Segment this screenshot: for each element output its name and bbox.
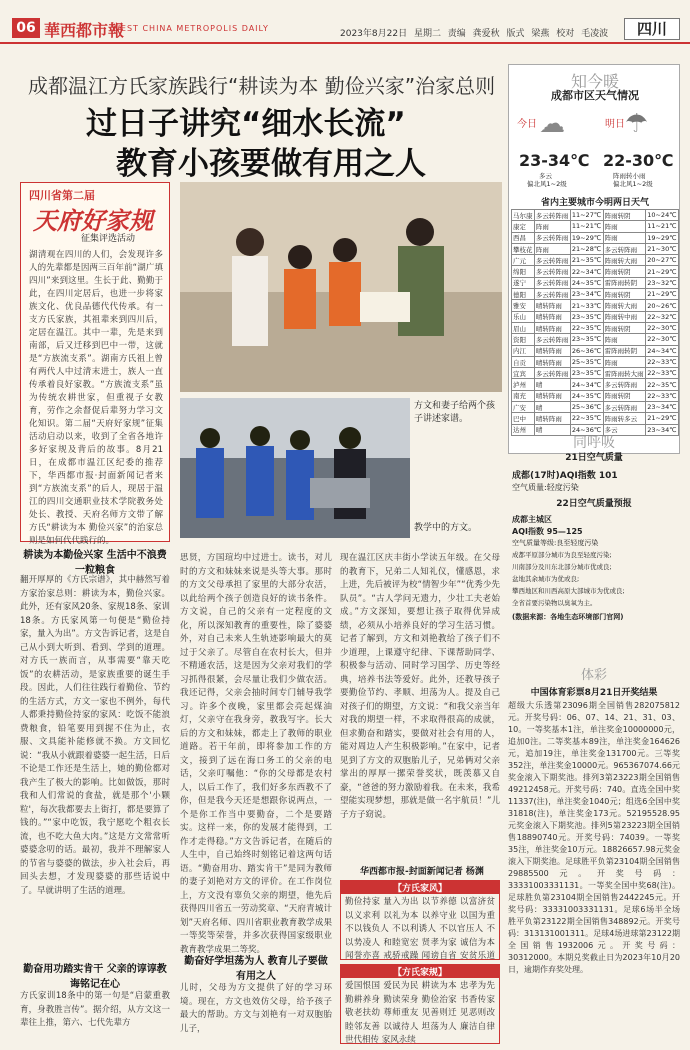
weather-row [512,390,679,401]
weather-cell: 巴中 [512,413,535,424]
today-cond: 多云 [539,172,552,180]
s1-body: 翻开厚厚的《方氏宗谱》，其中赫然写着方家治家总则：耕读为本，勤俭兴家。此外，还有家风20条、家规18条、家训18条。方氏家风第一句便是“勤俭持家，量入为出”。方文告诉记者，这是自己从小到大听到、看到、学到的道理。对方氏一族而言，从事需要“靠天吃饭”的农耕活动，是家族重要的诞生手段。因此，人们往往践行着勤俭、节约的生活方式，方文一家也不例外，每代人都秉持勤俭持家的家风：吃饭不能浪费粮食，铅笔要用到握不住为止，衣服、文具能补能修就不换。方文回忆说：“我从小就跟着婆婆一起生活，日后不论是工作还是生活上，她的勤俭都对我产生了极大的影响。比如做饭，那时我和人们常说的食盐，就是那个'小颗粒'，每次我都要去上街打，都是要算了钱的。”“家中吃饭，我宁愿吃个粗衣长流，也不吃大鱼大肉。”这是方文常常听婆婆念叨的话。最初，我并不理解家人的节省与婆婆的做法，步入社会后，再回头去想，才发现婆婆的那些话说中了。早就讲明了生活的道理。 [20,575,170,896]
weather-cell: 阵雨转阴 [603,210,646,221]
weather-cell: 阵雨转多云 [603,413,646,424]
weather-cell: 雅安 [512,300,535,311]
weather-table-title: 省内主要城市今明两日天气 [540,198,649,208]
weather-row [512,221,679,232]
weather-cell: 雷阵雨转阴 [603,345,646,356]
weather-cell: 雷阵雨转阴 [603,277,646,288]
weather-cell: 26~36℃ [571,346,602,355]
weather-cell: 晴转阵雨 [534,413,570,424]
today-temp: 23-34℃ [519,151,590,170]
weather-cell: 23~35℃ [571,369,602,378]
s4-title: 勤奋好学坦荡为人 教育儿子要做有用之人 [184,956,328,982]
weather-cell: 25~35℃ [571,358,602,366]
weather-cell: 达州 [512,424,535,435]
lottery-title: 中国体育彩票8月21日开奖结果 [530,688,658,698]
weather-box [508,64,680,454]
weather-cell: 22~30℃ [647,324,677,333]
weather-cell: 11~21℃ [647,222,677,231]
weather-cell: 21~29℃ [647,290,677,299]
weather-cell: 多云转阵雨 [603,379,646,390]
weather-cell: 22~33℃ [647,369,677,378]
weather-row [512,334,679,345]
aqi-note5: 全省首要污染物以臭氧为主。 [512,599,597,607]
aqi-note3: 盆地其余城市为优或良; [512,575,580,583]
weather-cell: 多云转阵雨 [603,402,646,413]
weather-table [511,209,679,436]
weather-row [512,255,679,266]
weather-cell: 多云转阵雨 [534,266,570,277]
s1-title: 耕读为本勤俭兴家 生活中不浪费一粒粮食 [23,550,167,576]
page-number: 06 [12,18,40,38]
weather-title: 知今暖 [570,72,619,91]
weather-cell: 攀枝花 [512,243,535,254]
weather-cell: 阵雨转阴 [603,289,646,300]
weather-cell: 24~34℃ [647,346,677,355]
weather-cell: 阵雨转阴 [603,322,646,333]
weather-row [512,266,679,277]
header-meta: 2023年8月22日 星期二 责编 龚爱秋 版式 梁燕 校对 毛凌波 [340,29,609,39]
weather-row [512,243,679,254]
weather-row [512,311,679,322]
s2-title: 勤奋用功踏实肯干 父亲的谆谆教诲铭记在心 [23,964,167,990]
weather-cell: 多云转阵雨 [534,334,570,345]
paper-name-en: WEST CHINA METROPOLIS DAILY [112,24,269,33]
weather-cell: 23~35℃ [571,335,602,344]
weather-cell: 22~34℃ [571,267,602,276]
weather-cell: 24~36℃ [571,425,602,434]
weather-row [512,368,679,379]
weather-cell: 阵雨 [534,243,570,254]
weather-cell: 晴 [534,402,570,413]
weather-cell: 22~30℃ [647,335,677,344]
weather-row [512,379,679,390]
weather-cell: 晴转阵雨 [534,322,570,333]
weather-row [512,402,679,413]
column-sub: 征集评选活动 [81,234,136,244]
weather-cell: 22~35℃ [571,324,602,333]
lottery-text: 超级大乐透第23096期全国销售282075812元。开奖号码：06、07、14、21、31、03、10。一等奖基本1注，单注奖金10000000元，追加0注。二等奖基本89注，单注奖金164626元，追加19注，单注奖金131700元。三等奖352注，单注奖金10000元。965367074.66元奖金滚入下期奖池。排列3第23223期全国销售49212458元。开奖号码：740。直选全国中奖11337(注)，单注奖金1040元；组选6全国中奖31818(注)，单注奖金173元。52195528.95元奖金滚入下期奖池。排列5第23223期全国销售18890740元。开奖号码：74039。一等奖35注，单注奖金10万元。18826657.98元奖金滚入下期奖池。足球胜平负第23104期全国销售29885500元。开奖号码：33331003331131。一等奖全国中奖68(注)。足球胜负第23104期全国销售2442245元。开奖号码：33331003331131。足球6场半全场胜平负第23122期全国销售348892元。开奖号码：313131001311。足球4场进球第23122期全国销售1932006元。开奖号码：30312000。本期兑奖截止日为2023年10月20日，逾期作弃奖处理。 [508,701,680,974]
weather-cell: 晴转阵雨 [534,390,570,401]
aqi-index: AQI指数 95—125 [512,527,583,536]
weather-cell: 马尔康 [512,210,535,221]
weather-row [512,413,679,424]
weather-cell: 多云转阵雨 [534,255,570,266]
weather-cell: 阵雨 [603,334,646,345]
fam2-title: 【方氏家规】 [341,965,499,978]
weather-cell: 22~32℃ [647,312,677,321]
weather-cell: 11~27℃ [571,211,602,220]
aqi-title: 同呼吸 [573,435,615,451]
weather-cell: 康定 [512,221,535,232]
weather-cell: 阵雨转阴 [603,390,646,401]
tomorrow-temp: 22-30℃ [603,151,674,170]
column-top: 四川省第二届 [29,189,95,202]
weather-cell: 24~35℃ [571,278,602,287]
family-photo [180,182,502,392]
main-headline-2: 教育小孩要做有用之人 [116,146,426,182]
weather-cell: 广安 [512,402,535,413]
weather-cell: 21~35℃ [571,256,602,265]
weather-cell: 宜宾 [512,368,535,379]
aqi-box [508,428,680,628]
weather-cell: 21~28℃ [571,245,602,254]
weather-cell: 阵雨转大雨 [603,300,646,311]
weather-cell: 晴转阵雨 [534,356,570,367]
weather-cell: 阵雨转中雨 [603,311,646,322]
weather-row [512,322,679,333]
aqi-line2: 空气质量:轻度污染 [512,483,579,492]
aqi-note2: 川南部分及川东北部分城市优或良; [512,563,612,571]
weather-cell: 多云转阵雨 [603,243,646,254]
weather-cell: 多云转阵雨 [534,232,570,243]
s4-body: 儿时，父母为方文提供了好的学习环境。现在，方文也效仿父母，给予孩子最大的帮助。方文与刘艳有一对双胞胎儿子， [180,983,332,1034]
family-photo-illustration [180,182,502,392]
weather-cell: 阵雨转大雨 [603,255,646,266]
column-title: 天府好家规 [33,206,153,235]
aqi-line1: 成都(17时)AQI指数 101 [512,471,618,481]
today-wind: 偏北风1~2级 [527,180,567,188]
weather-cell: 19~29℃ [647,233,677,242]
weather-cell: 西昌 [512,232,535,243]
weather-row [512,356,679,367]
paper-name: 華西都市報 [44,21,125,40]
s5-body: 现在温江区庆丰街小学读五年级。在父母的教育下，兄弟二人知礼仪，懂感恩，求上进，先后被评为校“情智少年”“优秀少先队员”。“古人学问无遗力，少壮工夫老始成。”方文深知，要想让孩子取得优异成绩，必须从小培养良好的学习生活习惯。记者了解到，方文和刘艳教给了孩子们不少道理，上课遵守纪律、下课帮助同学、积极参与活动、同时学习国学、历史等经典，培养书法等爱好。此外，还教导孩子要勤俭节约、孝顺、坦荡为人。提及自己对孩子们的期望，方文说：“和我父亲当年对我的期望一样，不求取得很高的成就，但求勤奋和踏实，要做对社会有用的人，能对周边人产生积极影响。”在家中，记者见到了方文的双胞胎儿子，兄弟俩对父亲掌出的厚厚一摞荣誉奖状，既羡慕又自豪，“爸爸的努力激励着我。在未来，我希望能实现梦想，那就是做一名宇航员！”儿子方子窈说。 [340,553,500,820]
aqi-source: (数据来源：各地生态环境部门官网) [512,613,624,621]
fam2-body: 爱国恨国 爱民为民 耕读为本 忠孝为先 勤耕养身 勤读荣身 勤俭治家 书香传家 敬老扶幼 尊师重友 见善则迁 见恶则改 睦邻友善 以诚待人 坦荡为人 廉洁自律 世代相传 家风永续 [345,981,495,1045]
weather-cell: 25~36℃ [571,403,602,412]
weather-cell: 眉山 [512,322,535,333]
lottery-box [508,664,680,1050]
weather-cell: 绵阳 [512,266,535,277]
weather-cell: 21~29℃ [647,414,677,423]
weather-cell: 22~35℃ [571,414,602,423]
weather-cell: 24~34℃ [571,380,602,389]
s3-body: 思贤，方国瑄均中过进士。读书，对儿时的方文和妹妹来说是头等大事。那时的方文父母承担了家里的大部分农活，以此给两个孩子创造良好的读书条件。方文说，自己的父亲有一定程度的文化，所以深知教育的重要性，除了婆婆外，对自己未来人生轨迹影响最大的莫过于父亲了。尽管自在农村长大，但并不精通农活，这是因为父亲对我们的学习抓得很紧，会尽量让我们少做农活。我还记得，父亲会抽时间专门辅导我学习。许多个夜晚，家里都会亮起煤油灯，父亲守在我身旁，教我写字。长大后的方文和妹妹，都走上了教师的职业道路。若干年前，即将参加工作的方文，接到了远在海口务工的父亲的电话，父亲叮嘱他：“你的父母都是农村人，以后工作了，我们好多东西教不了你，但是我今天还是想跟你说两点，一个是你工作当中要勤奋，二个是要踏实。这样一来，你的发展才能得到，工作才走得稳。”方文告诉记者，在随后的人生中，自己始终时刻铭记着这两句话语。“勤奋用功、踏实肯干”是同为教师的妻子刘艳对方文的评价。在工作岗位上，方文没有辜负父亲的期望，他先后获得四川省五一劳动奖章、“天府青城计划”天府名师、四川省职业教育教学成果一等奖等荣誉，并多次获得国家级职业教育教学成果二等奖。 [180,553,332,955]
aqi-level: 空气质量等级:良至轻度污染 [512,539,599,547]
aqi-note1: 成都平原部分城市为良至轻度污染; [512,551,612,559]
weather-row [512,232,679,243]
weather-cell: 雷阵雨转大雨 [603,368,646,379]
main-headline-1: 过日子讲究“细水长流” [86,106,406,142]
weather-cell: 南充 [512,390,535,401]
photo2-caption: 教学中的方文。 [414,523,478,533]
teaching-photo [180,398,410,538]
byline: 华西都市报-封面新闻记者 杨渊 [360,867,484,877]
fam1-title: 【方氏家风】 [341,881,499,894]
weather-cell: 21~30℃ [647,245,677,254]
weather-cell: 22~35℃ [647,380,677,389]
weather-row [512,289,679,300]
section-label: 四川 [624,18,680,40]
weather-cell: 23~32℃ [647,278,677,287]
family-style-box [340,880,500,960]
family-rules-box [340,964,500,1044]
weather-cell: 22~33℃ [647,358,677,366]
weather-row [512,345,679,356]
weather-cell: 阵雨 [603,221,646,232]
weather-cell: 晴转阵雨 [534,300,570,311]
weather-cell: 多云转阵雨 [534,289,570,300]
weather-cell: 晴 [534,379,570,390]
column-box [20,182,170,546]
weather-cell: 23~34℃ [647,425,677,434]
teaching-photo-illustration [180,398,410,538]
tomorrow-cond: 阵雨转小雨 [613,172,646,180]
rain-icon: ☂ [625,109,649,139]
weather-cell: 广元 [512,255,535,266]
kicker-headline: 成都温江方氏家族践行“耕读为本 勤俭兴家”治家总则 [28,74,496,98]
weather-cell: 23~34℃ [647,403,677,412]
aqi-forecast: 22日空气质量预报 [556,499,632,509]
column-body: 湖清观在四川的人们，会发现许多人的先辈都是因两三百年前“湖广填四川”来到这里。生长于此、勤勤于此，在四川定居后，也进一步将家族文化、优良品德代代传承。有一支方氏家族，其祖辈来到四川后，定居在温江。其中一辈，先是来到南部，后又迁移到巴中一带，这就是“方族流支系”。湖南方氏祖上曾有两代人中过清末进士，族人一直传承着良好家教。“方族流支系”虽为传统农耕世家，但重视子女教育，劳作之余督促后辈努力学习文化知识。第二届“天府好家规”征集活动启动以来，收到了全省各地许多好家规及背后的故事。8月21日，在成都市温江区纪委的推荐下，华西都市报·封面新闻记者来到“方族流支系”的后人，现居于温江的四川交通职业技术学院教务处处长、教授、天府名师方文带了解方氏“耕读为本 勤俭兴家”的治家总则是如何代代践行的。 [29,250,163,546]
cloudy-icon: ☁ [539,109,565,139]
photo1-caption: 方文和妻子给两个孩子讲述家谱。 [414,401,496,424]
weather-cell: 晴转阵雨 [534,345,570,356]
weather-cell: 乐山 [512,311,535,322]
tomorrow-label: 明日 [605,119,625,130]
weather-cell: 20~26℃ [647,301,677,310]
weather-cell: 23~34℃ [571,290,602,299]
weather-cell: 23~35℃ [571,312,602,321]
weather-cell: 21~33℃ [571,301,602,310]
weather-cell: 多云转阵雨 [534,368,570,379]
weather-cell: 阵雨转阴 [603,266,646,277]
weather-cell: 22~33℃ [647,391,677,400]
fam1-body: 勤俭持家 量入为出 以节养德 以富济贫 以义求利 以礼为本 以养守业 以国为重 不以钱负人 不以利诱人 不以官压人 不以势凌人 和睦宽宏 贤孝为家 诚信为本 闻誉亦喜 戒骄戒躁 闻谤自省 安贫乐道 [345,897,495,961]
weather-cell: 晴转阵雨 [534,311,570,322]
weather-cell: 24~35℃ [571,391,602,400]
weather-cell: 多云转阵雨 [534,210,570,221]
weather-cell: 19~29℃ [571,233,602,242]
weather-cell: 资阳 [512,334,535,345]
weather-cell: 阵雨 [603,356,646,367]
aqi-sub: 21日空气质量 [565,453,623,463]
weather-cell: 自贡 [512,356,535,367]
weather-cell: 10~24℃ [647,211,677,220]
weather-row [512,277,679,288]
weather-cell: 德阳 [512,289,535,300]
weather-cell: 泸州 [512,379,535,390]
today-label: 今日 [517,119,537,130]
weather-row [512,300,679,311]
aqi-note4: 攀西地区和川西高原大部城市为优或良; [512,587,625,595]
weather-cell: 内江 [512,345,535,356]
weather-cell: 阵雨 [534,221,570,232]
aqi-region: 成都主城区 [512,515,552,524]
weather-row [512,210,679,221]
page-header [0,0,690,44]
weather-cell: 20~27℃ [647,256,677,265]
weather-cell: 遂宁 [512,277,535,288]
s2-body: 方氏家训18条中的第一句是“启蒙重教育，身教胜言传”。据介绍，从方文这一辈往上推，第六、七代先辈方 [20,991,170,1028]
weather-cell: 21~29℃ [647,267,677,276]
weather-cell: 多云 [603,424,646,435]
weather-cell: 晴 [534,424,570,435]
lottery-label: 体彩 [580,668,607,683]
weather-cell: 阵雨 [603,232,646,243]
weather-subtitle: 成都市区天气情况 [551,89,639,102]
weather-cell: 11~21℃ [571,222,602,231]
weather-cell: 多云转阵雨 [534,277,570,288]
tomorrow-wind: 偏北风1~2级 [613,180,653,188]
